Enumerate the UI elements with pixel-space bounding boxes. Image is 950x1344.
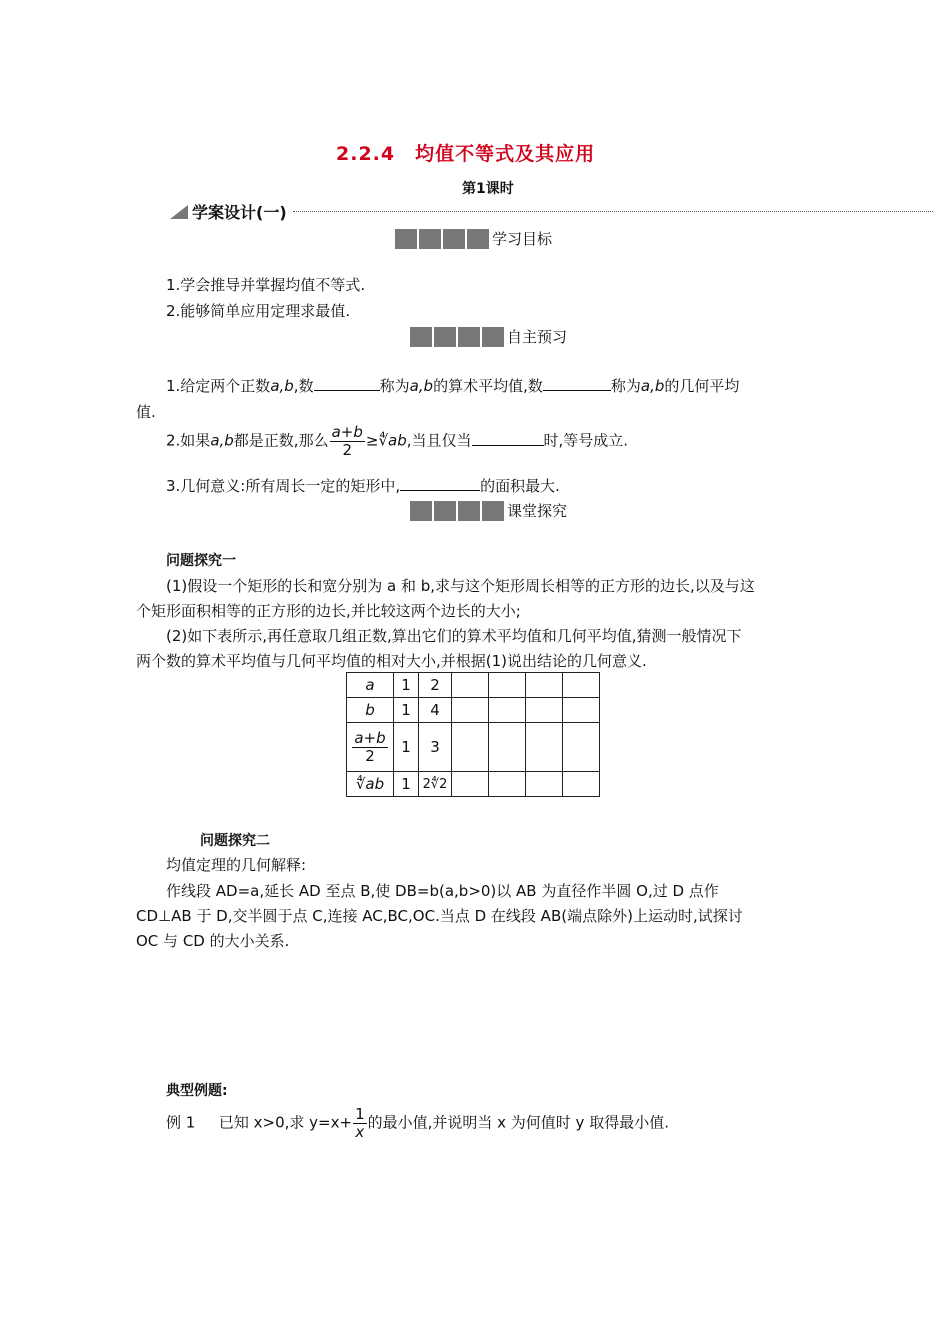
table-cell-empty[interactable] xyxy=(452,772,489,797)
table-cell: $\frac{a+b}{2}$ xyxy=(347,723,394,772)
explore2-text: OC 与 CD 的大小关系. xyxy=(136,932,290,950)
section-blocks-icon xyxy=(410,327,506,347)
table-cell: 1 xyxy=(394,772,419,797)
table-cell-empty[interactable] xyxy=(526,772,563,797)
goal-item: 2.能够简单应用定理求最值. xyxy=(166,302,351,320)
table-cell: 1 xyxy=(394,673,419,698)
table-cell-empty[interactable] xyxy=(452,673,489,698)
section-explore-label: 课堂探究 xyxy=(507,502,568,520)
lesson-label: 第1课时 xyxy=(462,181,514,197)
table-cell: b xyxy=(347,698,394,723)
section-preview xyxy=(410,326,567,347)
table-cell-empty[interactable] xyxy=(563,698,600,723)
explore2-text: 均值定理的几何解释: xyxy=(166,856,307,874)
table-row xyxy=(347,723,600,772)
table-cell-empty[interactable] xyxy=(452,723,489,772)
table-cell: 1 xyxy=(394,698,419,723)
answer-blank[interactable] xyxy=(472,431,544,446)
table-cell-empty[interactable] xyxy=(526,723,563,772)
example-1: 例 1 已知 x>0,求 y=x+ $\frac{1}{x}$ 的最小值,并说明当 x 为何值时 y 取得最小值. xyxy=(166,1105,669,1141)
table-cell: 4 xyxy=(419,698,452,723)
answer-blank[interactable] xyxy=(400,476,480,491)
table-cell-empty[interactable] xyxy=(563,723,600,772)
explore1-text: 个矩形面积相等的正方形的边长,并比较这两个边长的大小; xyxy=(136,602,521,620)
section-goals xyxy=(395,228,552,249)
table-cell: 2∜2 xyxy=(419,772,452,797)
banner-divider xyxy=(293,211,933,212)
table-row xyxy=(347,772,600,797)
table-row xyxy=(347,673,600,698)
table-cell-empty[interactable] xyxy=(526,698,563,723)
table-cell-empty[interactable] xyxy=(526,673,563,698)
banner-triangle-icon xyxy=(170,205,188,219)
section-goals-label: 学习目标 xyxy=(492,230,553,248)
explore2-text: CD⊥AB 于 D,交半圆于点 C,连接 AC,BC,OC.当点 D 在线段 AB(端点除外)上运动时,试探讨 xyxy=(136,907,743,925)
table-cell-empty[interactable] xyxy=(489,772,526,797)
example-label: 例 1 xyxy=(166,1113,196,1132)
table-cell: 1 xyxy=(394,723,419,772)
preview-q3: 3.几何意义:所有周长一定的矩形中, 的面积最大. xyxy=(166,477,560,495)
table-cell-empty[interactable] xyxy=(489,698,526,723)
table-cell: a xyxy=(347,673,394,698)
mean-table xyxy=(346,672,600,797)
table-cell-empty[interactable] xyxy=(452,698,489,723)
table-cell-empty[interactable] xyxy=(563,772,600,797)
section-blocks-icon xyxy=(395,229,491,249)
table-cell: 2 xyxy=(419,673,452,698)
table-cell-empty[interactable] xyxy=(489,723,526,772)
preview-q1-cont: 值. xyxy=(136,403,156,421)
explore1-text: (2)如下表所示,再任意取几组正数,算出它们的算术平均值和几何平均值,猜测一般情况下 xyxy=(166,627,742,645)
table-cell: 3 xyxy=(419,723,452,772)
goal-item: 1.学会推导并掌握均值不等式. xyxy=(166,276,366,294)
table-row xyxy=(347,698,600,723)
table-cell-empty[interactable] xyxy=(563,673,600,698)
explore1-text: (1)假设一个矩形的长和宽分别为 a 和 b,求与这个矩形周长相等的正方形的边长,以及与这 xyxy=(166,577,755,595)
examples-heading: 典型例题: xyxy=(166,1083,228,1099)
answer-blank[interactable] xyxy=(314,376,380,391)
banner-text: 学案设计(一) xyxy=(192,203,287,222)
answer-blank[interactable] xyxy=(543,376,611,391)
explore1-text: 两个数的算术平均值与几何平均值的相对大小,并根据(1)说出结论的几何意义. xyxy=(136,652,647,670)
section-blocks-icon xyxy=(410,501,506,521)
page-title: 2.2.4 均值不等式及其应用 xyxy=(336,143,596,165)
preview-q1: 1.给定两个正数a,b,数 称为a,b的算术平均值,数 称为a,b的几何平均 xyxy=(166,377,740,395)
preview-q2: 2.如果a,b都是正数,那么 $\frac{a+b}{2}$ ≥∜ab,当且仅当 时,等号成立. xyxy=(166,423,629,459)
fraction-a-plus-b-over-2: $\frac{a+b}{2}$ xyxy=(331,423,363,459)
explore1-heading: 问题探究一 xyxy=(166,553,236,569)
explore2-text: 作线段 AD=a,延长 AD 至点 B,使 DB=b(a,b>0)以 AB 为直径作半圆 O,过 D 点作 xyxy=(166,882,719,900)
section-explore xyxy=(410,500,567,521)
table-cell-empty[interactable] xyxy=(489,673,526,698)
section-preview-label: 自主预习 xyxy=(507,328,568,346)
section-banner xyxy=(170,200,933,223)
explore2-heading: 问题探究二 xyxy=(200,833,270,849)
table-cell: ∜ab xyxy=(347,772,394,797)
fraction-1-over-x: $\frac{1}{x}$ xyxy=(355,1105,365,1141)
